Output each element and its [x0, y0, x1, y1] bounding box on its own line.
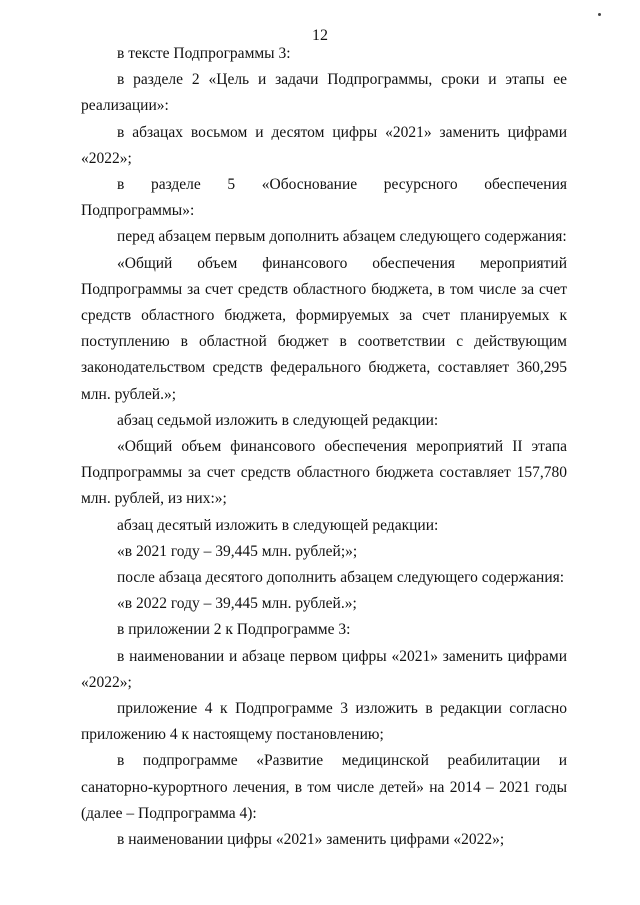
paragraph: «в 2021 году – 39,445 млн. рублей;»;	[117, 542, 358, 560]
paragraph: в наименовании цифры «2021» заменить цифрами «2022»;	[117, 831, 505, 849]
paragraph: в абзацах восьмом и десятом цифры «2021» заменить цифрами «2022»;	[81, 123, 567, 167]
document-body	[81, 41, 567, 853]
page-number: 12	[312, 27, 328, 44]
paragraph: приложение 4 к Подпрограмме 3 изложить в редакции согласно приложению 4 к настоящему постановлению;	[81, 700, 567, 744]
paragraph: в тексте Подпрограммы 3:	[117, 45, 291, 62]
paragraph: в приложении 2 к Подпрограмме 3:	[117, 621, 351, 639]
paragraph: «Общий объем финансового обеспечения мероприятий II этапа Подпрограммы за счет средств областного бюджета составляет 157,780 млн. рублей, из них:»;	[81, 438, 567, 508]
paragraph: «Общий объем финансового обеспечения мероприятий Подпрограммы за счет средств областного бюджета, в том числе за счет средств областного бюджета, формируемых за счет планируемых к поступлению в областной бюджет в соответствии с действующим законодательством средств федерального бюджета, составляет 360,295 млн. рублей.»;	[81, 254, 567, 403]
paragraph: «в 2022 году – 39,445 млн. рублей.»;	[117, 595, 357, 613]
paragraph: в подпрограмме «Развитие медицинской реабилитации и санаторно-курортного лечения, в том числе детей» на 2014 – 2021 годы (далее – Подпрограмма 4):	[81, 752, 567, 822]
paragraph: абзац десятый изложить в следующей редакции:	[117, 516, 439, 534]
scan-speck	[598, 13, 601, 16]
paragraph: в наименовании и абзаце первом цифры «2021» заменить цифрами «2022»;	[81, 647, 567, 691]
paragraph: абзац седьмой изложить в следующей редакции:	[117, 411, 439, 429]
paragraph: в разделе 5 «Обоснование ресурсного обеспечения Подпрограммы»:	[81, 176, 567, 220]
paragraph: после абзаца десятого дополнить абзацем следующего содержания:	[117, 569, 565, 587]
paragraph: перед абзацем первым дополнить абзацем следующего содержания:	[117, 228, 567, 246]
paragraph: в разделе 2 «Цель и задачи Подпрограммы, сроки и этапы ее реализации»:	[81, 71, 567, 115]
